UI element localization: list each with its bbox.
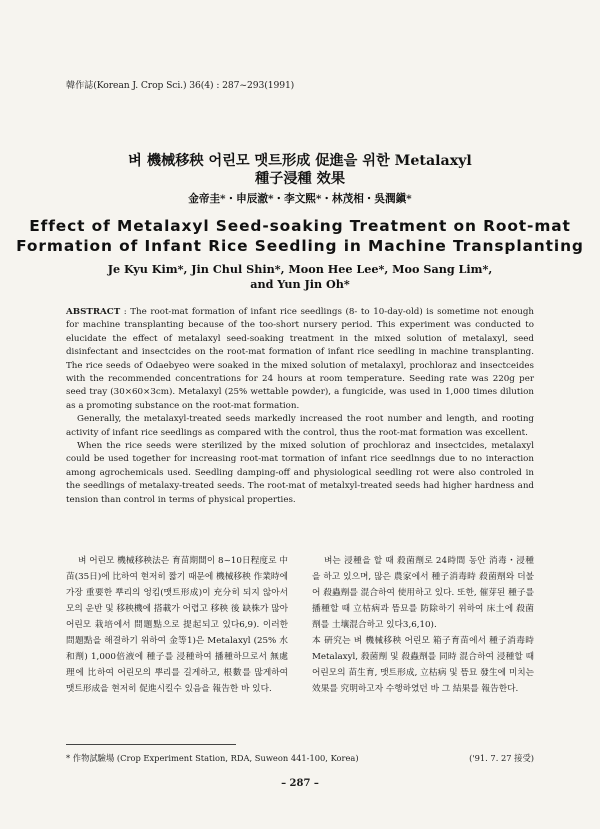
korean-title-line1: 벼 機械移秧 어린모 맷트形成 促進을 위한 Metalaxyl xyxy=(128,153,472,169)
english-title-line2: Formation of Infant Rice Seedling in Machine Transplanting xyxy=(16,237,584,255)
abstract-paragraph-1 xyxy=(66,306,534,413)
body-column-right xyxy=(312,553,534,697)
english-title-line1: Effect of Metalaxyl Seed-soaking Treatment on Root-mat xyxy=(29,217,571,235)
abstract-text-1: : The root-mat formation of infant rice seedlings (8- to 10-day-old) is sometime not enough for machine transplanting because of the too-short nursery period. This experiment was conducted to elucidate the effect of metalaxyl seed-soaking treatment in the mixed solution of metalaxyl, seed disinfectant and insectcides on the root-mat formation of infant rice seedling in machine transplanting. The rice seeds of Odaebyeo were soaked in the mixed solution of metalaxyl, prochloraz and insectceides with the recommended concentrations for 24 hours at room temperature. Seeding rate was 220g per seed tray (30×60×3cm). Metalaxyl (25% wettable powder), a fungicide, was used in 1,000 times dilution as a promoting substance on the root-mat formation. xyxy=(66,307,534,411)
footnote xyxy=(66,752,534,764)
page-number: – 287 – xyxy=(281,778,319,789)
body-paragraph-right: 벼는 浸種을 할 때 殺菌劑로 24時間 동안 消毒・浸種을 하고 있으며, 많은 農家에서 種子消毒時 殺菌劑와 더불어 殺蟲劑를 混合하여 使用하고 있다. 또한, 催芽된 種子를 播種할 때 立枯病과 뜸묘를 防除하기 위하여 床土에 殺菌劑를 土壤混合하고 있다3,6,10). 本 硏究는 벼 機械移秧 어린모 箱子育苗에서 種子消毒時 Metalaxyl, 殺菌劑 및 殺蟲劑를 同時 混合하여 浸種할 때 어린모의 苗生育, 맷트形成, 立枯病 및 뜸묘 發生에 미치는 效果를 究明하고자 수행하였던 바 그 結果를 報告한다. xyxy=(312,556,534,694)
english-authors xyxy=(0,262,600,292)
footnote-affiliation: * 作物試驗場 (Crop Experiment Station, RDA, Suweon 441-100, Korea) xyxy=(66,753,359,763)
abstract-paragraph-2: Generally, the metalaxyl-treated seeds markedly increased the root number and length, and rooting activity of infant rice seedlings as compared with the control, thus the root-mat formation was excellent. xyxy=(66,414,534,438)
journal-citation: 韓作誌(Korean J. Crop Sci.) 36(4) : 287~293(1991) xyxy=(66,80,295,91)
english-title xyxy=(0,216,600,256)
korean-authors: 金帝圭*・申辰澈*・李文熙*・林茂相・吳潤鎭* xyxy=(188,193,412,205)
korean-title xyxy=(0,152,600,188)
korean-title-line2: 種子浸種 效果 xyxy=(254,171,346,187)
abstract xyxy=(66,306,534,507)
english-authors-line1: Je Kyu Kim*, Jin Chul Shin*, Moon Hee Lee*, Moo Sang Lim*, xyxy=(107,262,493,276)
body-column-left xyxy=(66,553,288,697)
english-authors-line2: and Yun Jin Oh* xyxy=(250,277,350,291)
body-paragraph-left: 벼 어린모 機械移秧法은 育苗期間이 8~10日程度로 中苗(35日)에 比하여 현저히 짧기 때문에 機械移秧 作業時에 가장 重要한 뿌리의 엉킴(맷트形成)이 充分히 되지 않아서 모의 운반 및 移秧機에 搭載가 어렵고 移秧 後 缺株가 많아 어린모 栽培에서 問題點으로 提起되고 있다6,9). 이러한 問題點을 해결하기 위하여 金等1)은 Metalaxyl (25% 水和劑) 1,000倍液에 種子를 浸種하여 播種하므로서 無處理에 比하여 어린모의 뿌리를 길게하고, 根數를 많게하여 맷트形成을 현저히 促進시킬수 있음을 報告한 바 있다. xyxy=(66,556,288,694)
abstract-label: ABSTRACT xyxy=(66,307,121,317)
received-date: ('91. 7. 27 接受) xyxy=(469,753,534,763)
abstract-paragraph-3: When the rice seeds were sterilized by the mixed solution of prochloraz and insectcides, metalaxyl could be used together for increasing root-mat tormation of infant rice seedlnngs due to no interaction among agrochemicals used. Seedling damping-off and physiological seedling rot were also controled in the seedlings of metalaxy-treated seeds. The root-mat of metalxyl-treated seeds had higher hardness and tension than control in terms of physical properties. xyxy=(66,441,534,505)
footnote-divider xyxy=(66,744,236,745)
